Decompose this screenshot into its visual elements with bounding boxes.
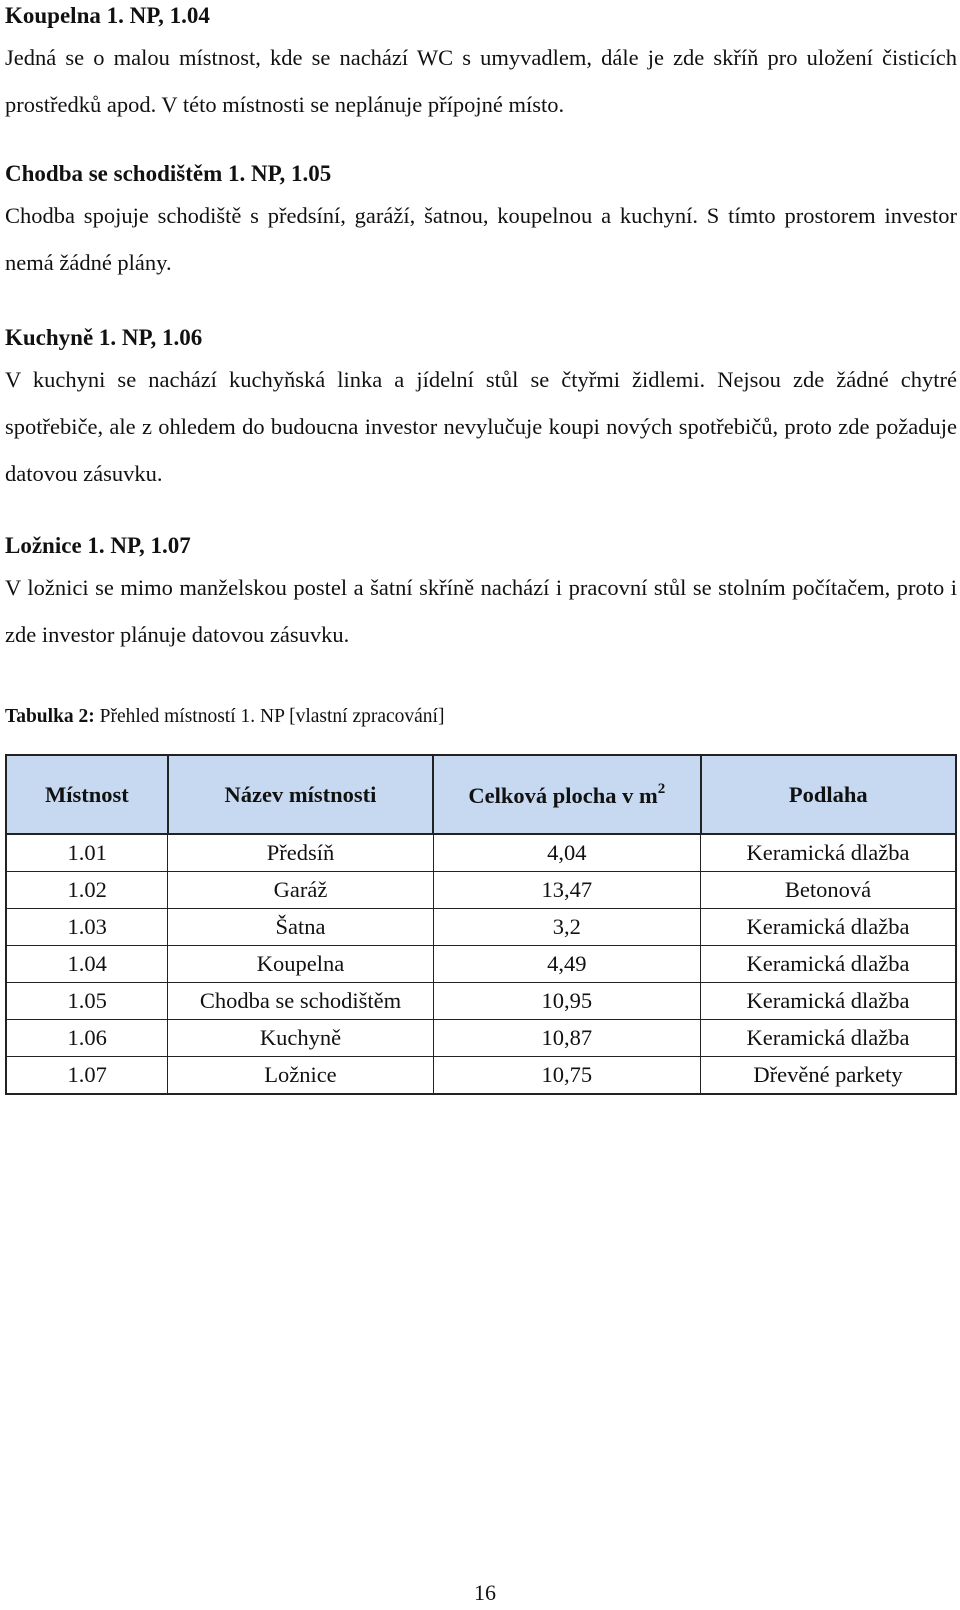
- cell-room: 1.01: [6, 834, 168, 872]
- header-area-superscript: 2: [657, 780, 666, 797]
- cell-area: 4,04: [433, 834, 700, 872]
- cell-room: 1.04: [6, 946, 168, 983]
- table-caption-label: Tabulka 2:: [5, 706, 95, 727]
- section-text-hallway: Chodba spojuje schodiště s předsíní, garáží, šatnou, koupelnou a kuchyní. S tímto prostorem investor nemá žádné plány.: [5, 203, 957, 275]
- cell-room: 1.07: [6, 1057, 168, 1095]
- rooms-table: [5, 754, 957, 1095]
- cell-name: Garáž: [168, 872, 433, 909]
- table-row: [6, 946, 956, 983]
- section-heading-hallway: Chodba se schodištěm 1. NP, 1.05: [5, 161, 332, 186]
- section-text-bedroom: V ložnici se mimo manželskou postel a šatní skříně nachází i pracovní stůl se stolním počítačem, proto i zde investor plánuje datovou zásuvku.: [5, 575, 957, 647]
- header-floor: Podlaha: [701, 755, 956, 834]
- table-row: [6, 983, 956, 1020]
- cell-floor: Keramická dlažba: [701, 1020, 956, 1057]
- cell-area: 10,95: [433, 983, 700, 1020]
- cell-floor: Keramická dlažba: [701, 946, 956, 983]
- section-text-kitchen: V kuchyni se nachází kuchyňská linka a jídelní stůl se čtyřmi židlemi. Nejsou zde žádné chytré spotřebiče, ale z ohledem do budoucna investor nevylučuje koupi nových spotřebičů, proto zde požaduje datovou zásuvku.: [5, 367, 957, 486]
- section-heading-bedroom: Ložnice 1. NP, 1.07: [5, 533, 191, 558]
- cell-area: 10,75: [433, 1057, 700, 1095]
- cell-floor: Keramická dlažba: [701, 909, 956, 946]
- section-heading-kitchen: Kuchyně 1. NP, 1.06: [5, 325, 203, 350]
- table-row: [6, 1057, 956, 1095]
- table-body: [6, 834, 956, 1094]
- table-row: [6, 834, 956, 872]
- header-area: [433, 755, 700, 834]
- cell-area: 3,2: [433, 909, 700, 946]
- cell-name: Koupelna: [168, 946, 433, 983]
- cell-name: Předsíň: [168, 834, 433, 872]
- table-row: [6, 872, 956, 909]
- header-area-label: Celková plocha v m: [468, 782, 658, 808]
- table-row: [6, 909, 956, 946]
- table-caption-text: Přehled místností 1. NP [vlastní zpracování]: [99, 706, 445, 727]
- cell-name: Kuchyně: [168, 1020, 433, 1057]
- table-header-row: [6, 755, 956, 834]
- cell-floor: Keramická dlažba: [701, 834, 956, 872]
- cell-room: 1.02: [6, 872, 168, 909]
- section-heading-bathroom: Koupelna 1. NP, 1.04: [5, 3, 210, 28]
- table-row: [6, 1020, 956, 1057]
- cell-room: 1.05: [6, 983, 168, 1020]
- table-caption: [5, 704, 444, 730]
- cell-area: 10,87: [433, 1020, 700, 1057]
- cell-area: 4,49: [433, 946, 700, 983]
- cell-floor: Betonová: [701, 872, 956, 909]
- page-number: 16: [474, 1580, 496, 1605]
- header-room: Místnost: [6, 755, 168, 834]
- cell-floor: Keramická dlažba: [701, 983, 956, 1020]
- cell-area: 13,47: [433, 872, 700, 909]
- cell-name: Šatna: [168, 909, 433, 946]
- section-text-bathroom: Jedná se o malou místnost, kde se nachází WC s umyvadlem, dále je zde skříň pro uložení čisticích prostředků apod. V této místnosti se neplánuje přípojné místo.: [5, 45, 957, 117]
- cell-name: Chodba se schodištěm: [168, 983, 433, 1020]
- header-room-name: Název místnosti: [168, 755, 433, 834]
- cell-name: Ložnice: [168, 1057, 433, 1095]
- cell-room: 1.06: [6, 1020, 168, 1057]
- cell-floor: Dřevěné parkety: [701, 1057, 956, 1095]
- cell-room: 1.03: [6, 909, 168, 946]
